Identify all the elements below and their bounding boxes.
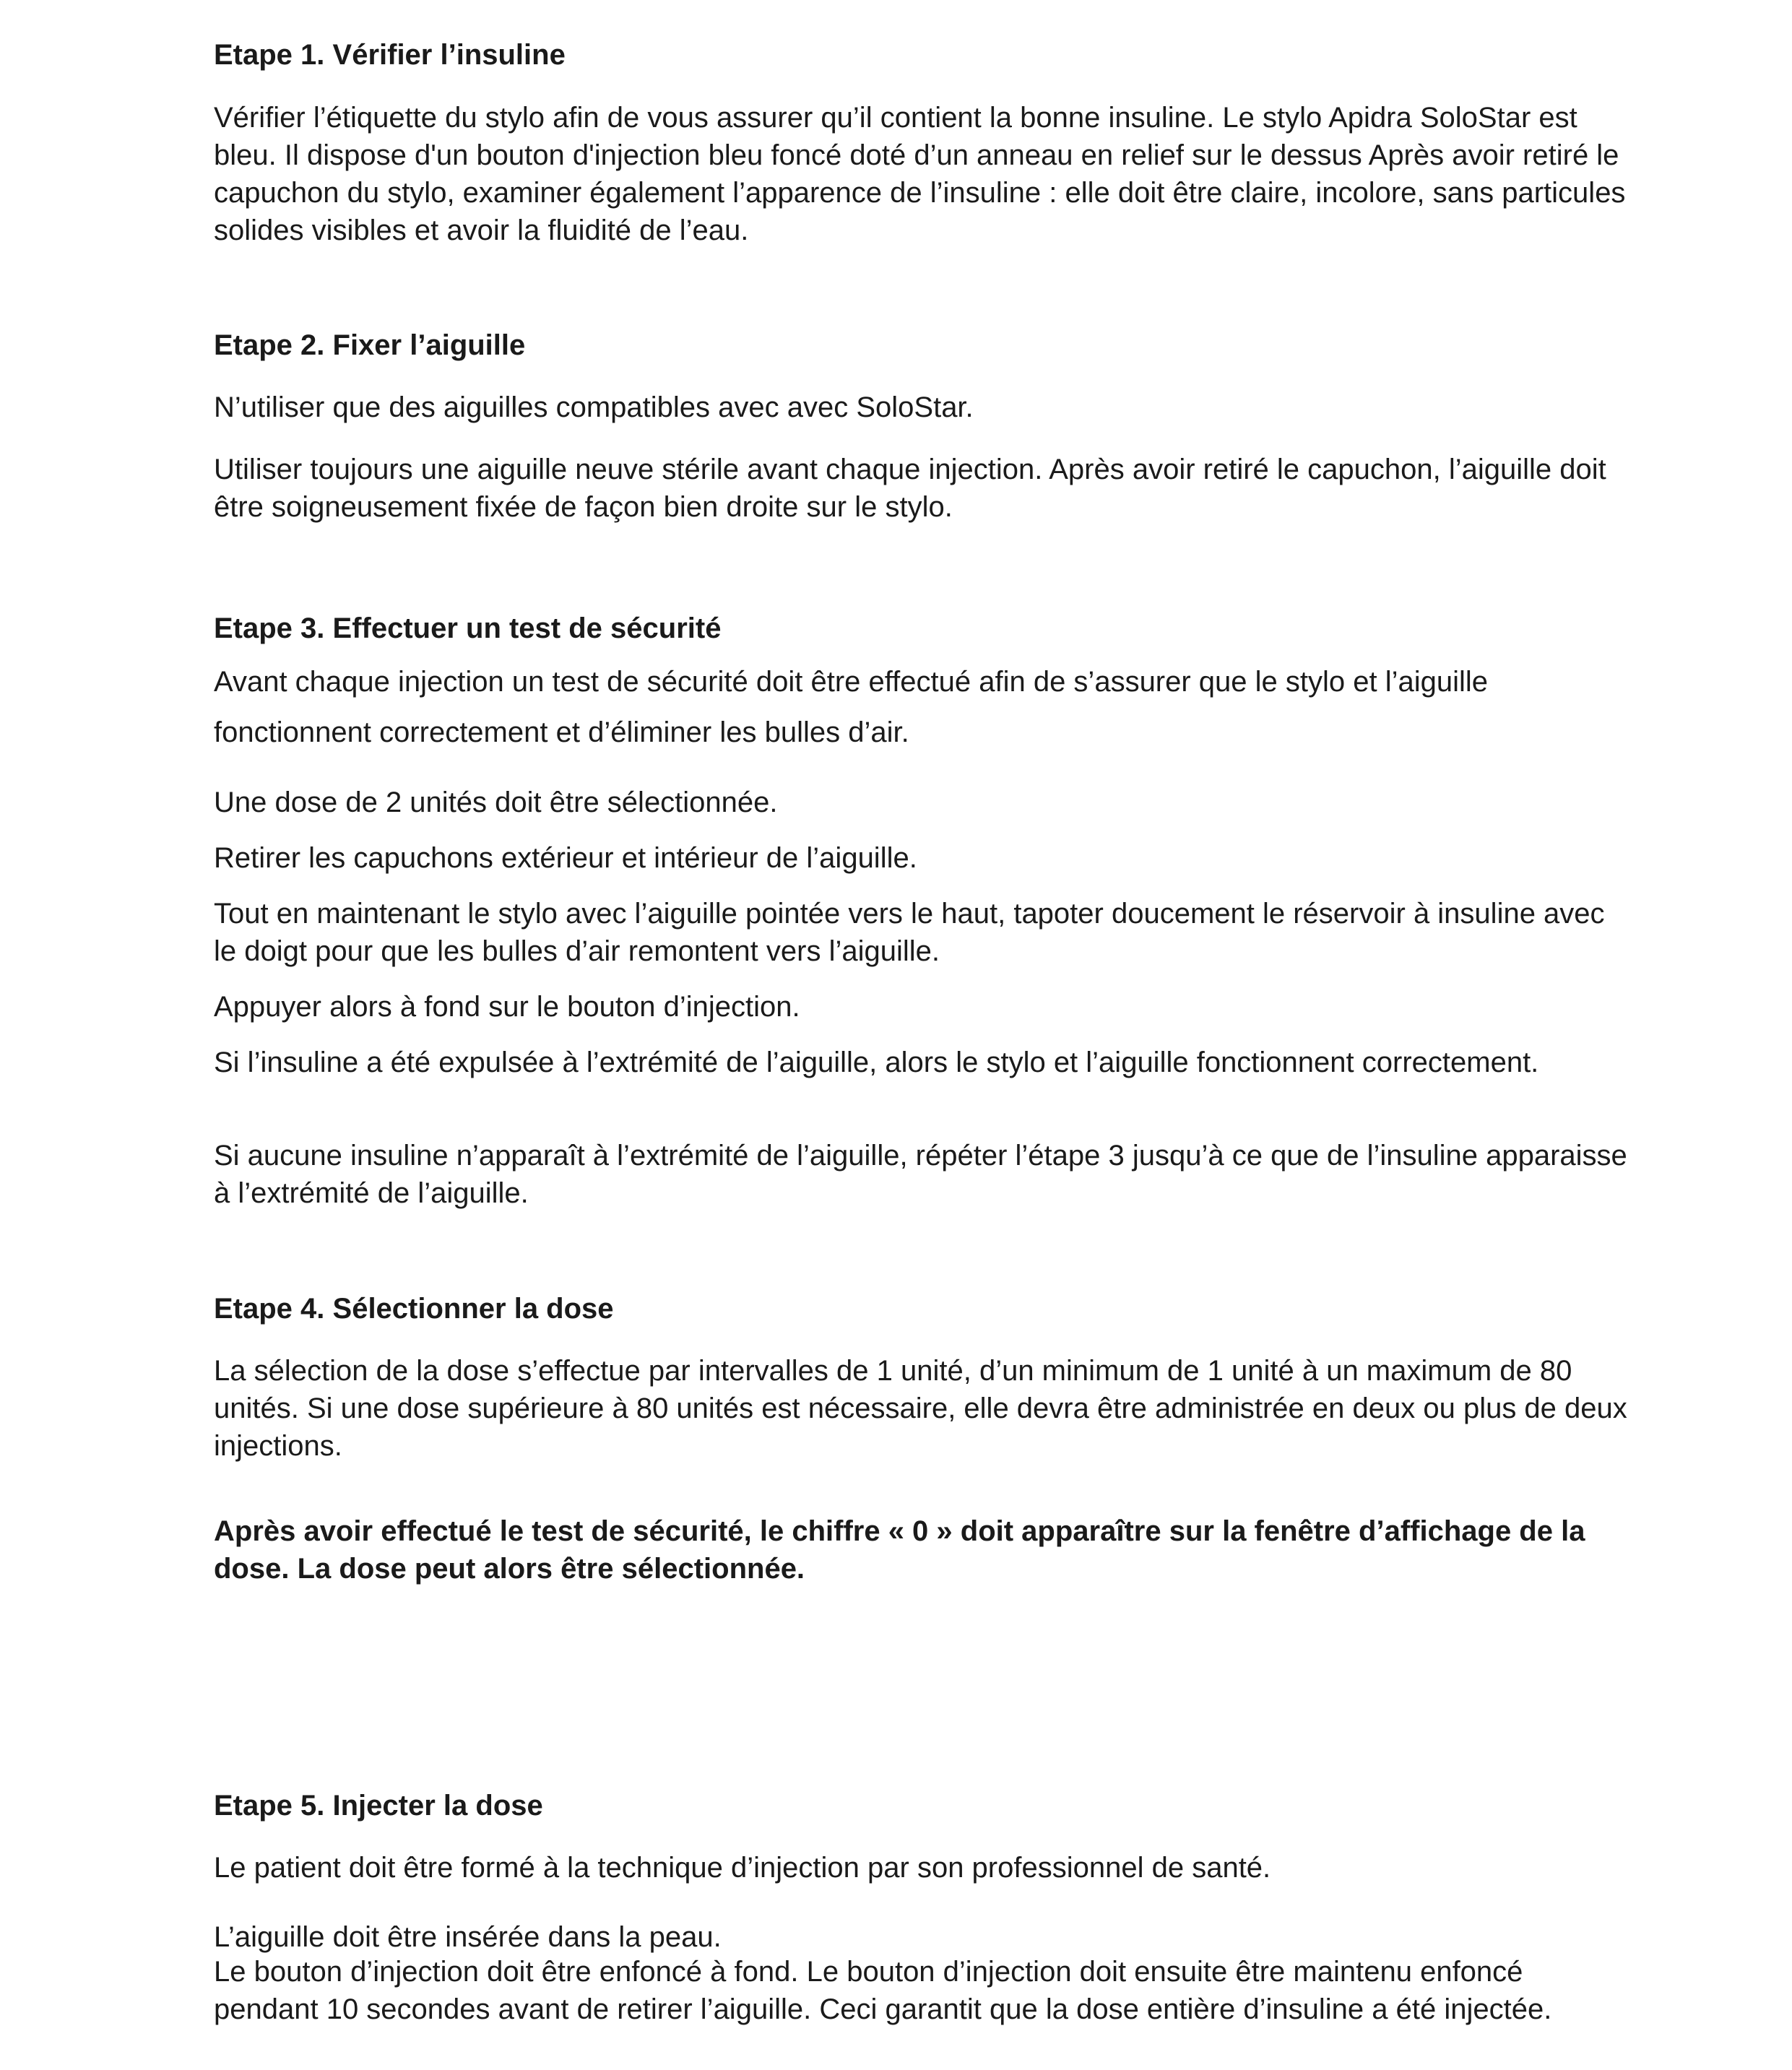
step-1-paragraph-1: Vérifier l’étiquette du stylo afin de vous assurer qu’il contient la bonne insuline. Le stylo Apidra SoloStar est bleu. Il dispose d'un bouton d'injection bleu foncé doté d’un anneau en relief sur le dessus Après avoir retiré le capuchon du stylo, examiner également l’apparence de l’insuline : elle doit être claire, incolore, sans particules solides visibles et avoir la fluidité de l’eau. xyxy=(214,102,1626,246)
step-5-paragraph-2: L’aiguille doit être insérée dans la peau. xyxy=(214,1921,722,1953)
step-3-paragraph-2: fonctionnent correctement et d’éliminer les bulles d’air. xyxy=(214,716,909,748)
step-3-paragraph-6: Appuyer alors à fond sur le bouton d’injection. xyxy=(214,991,800,1023)
step-2-paragraph-1: N’utiliser que des aiguilles compatibles avec avec SoloStar. xyxy=(214,391,974,423)
step-3-paragraph-3: Une dose de 2 unités doit être sélectionnée. xyxy=(214,787,778,818)
step-3-paragraph-5: Tout en maintenant le stylo avec l’aiguille pointée vers le haut, tapoter doucement le réservoir à insuline avec le doigt pour que les bulles d’air remontent vers l’aiguille. xyxy=(214,898,1605,967)
step-4-notice: Après avoir effectué le test de sécurité, le chiffre « 0 » doit apparaître sur la fenêtre d’affichage de la dose. La dose peut alors être sélectionnée. xyxy=(214,1515,1585,1585)
step-3-heading: Etape 3. Effectuer un test de sécurité xyxy=(214,612,722,644)
step-5-paragraph-3: Le bouton d’injection doit être enfoncé à fond. Le bouton d’injection doit ensuite être maintenu enfoncé pendant 10 secondes avant de retirer l’aiguille. Ceci garantit que la dose entière d’insuline a été injectée. xyxy=(214,1956,1552,2025)
step-3-paragraph-7: Si l’insuline a été expulsée à l’extrémité de l’aiguille, alors le stylo et l’aiguille fonctionnent correctement. xyxy=(214,1047,1539,1078)
step-5-paragraph-1: Le patient doit être formé à la technique d’injection par son professionnel de santé. xyxy=(214,1852,1271,1884)
step-3-paragraph-4: Retirer les capuchons extérieur et intérieur de l’aiguille. xyxy=(214,842,917,874)
step-4-paragraph-1: La sélection de la dose s’effectue par intervalles de 1 unité, d’un minimum de 1 unité à un maximum de 80 unités. Si une dose supérieure à 80 unités est nécessaire, elle devra être administrée en deux ou plus de deux injections. xyxy=(214,1355,1627,1462)
step-3-paragraph-8: Si aucune insuline n’apparaît à l’extrémité de l’aiguille, répéter l’étape 3 jusqu’à ce que de l’insuline apparaisse à l’extrémité de l’aiguille. xyxy=(214,1140,1627,1209)
step-1-heading: Etape 1. Vérifier l’insuline xyxy=(214,39,566,71)
step-4-heading: Etape 4. Sélectionner la dose xyxy=(214,1293,614,1325)
step-2-paragraph-2: Utiliser toujours une aiguille neuve stérile avant chaque injection. Après avoir retiré le capuchon, l’aiguille doit être soigneusement fixée de façon bien droite sur le stylo. xyxy=(214,454,1606,523)
step-2-heading: Etape 2. Fixer l’aiguille xyxy=(214,329,526,361)
step-5-heading: Etape 5. Injecter la dose xyxy=(214,1790,543,1822)
step-3-paragraph-1: Avant chaque injection un test de sécurité doit être effectué afin de s’assurer que le stylo et l’aiguille xyxy=(214,666,1489,698)
